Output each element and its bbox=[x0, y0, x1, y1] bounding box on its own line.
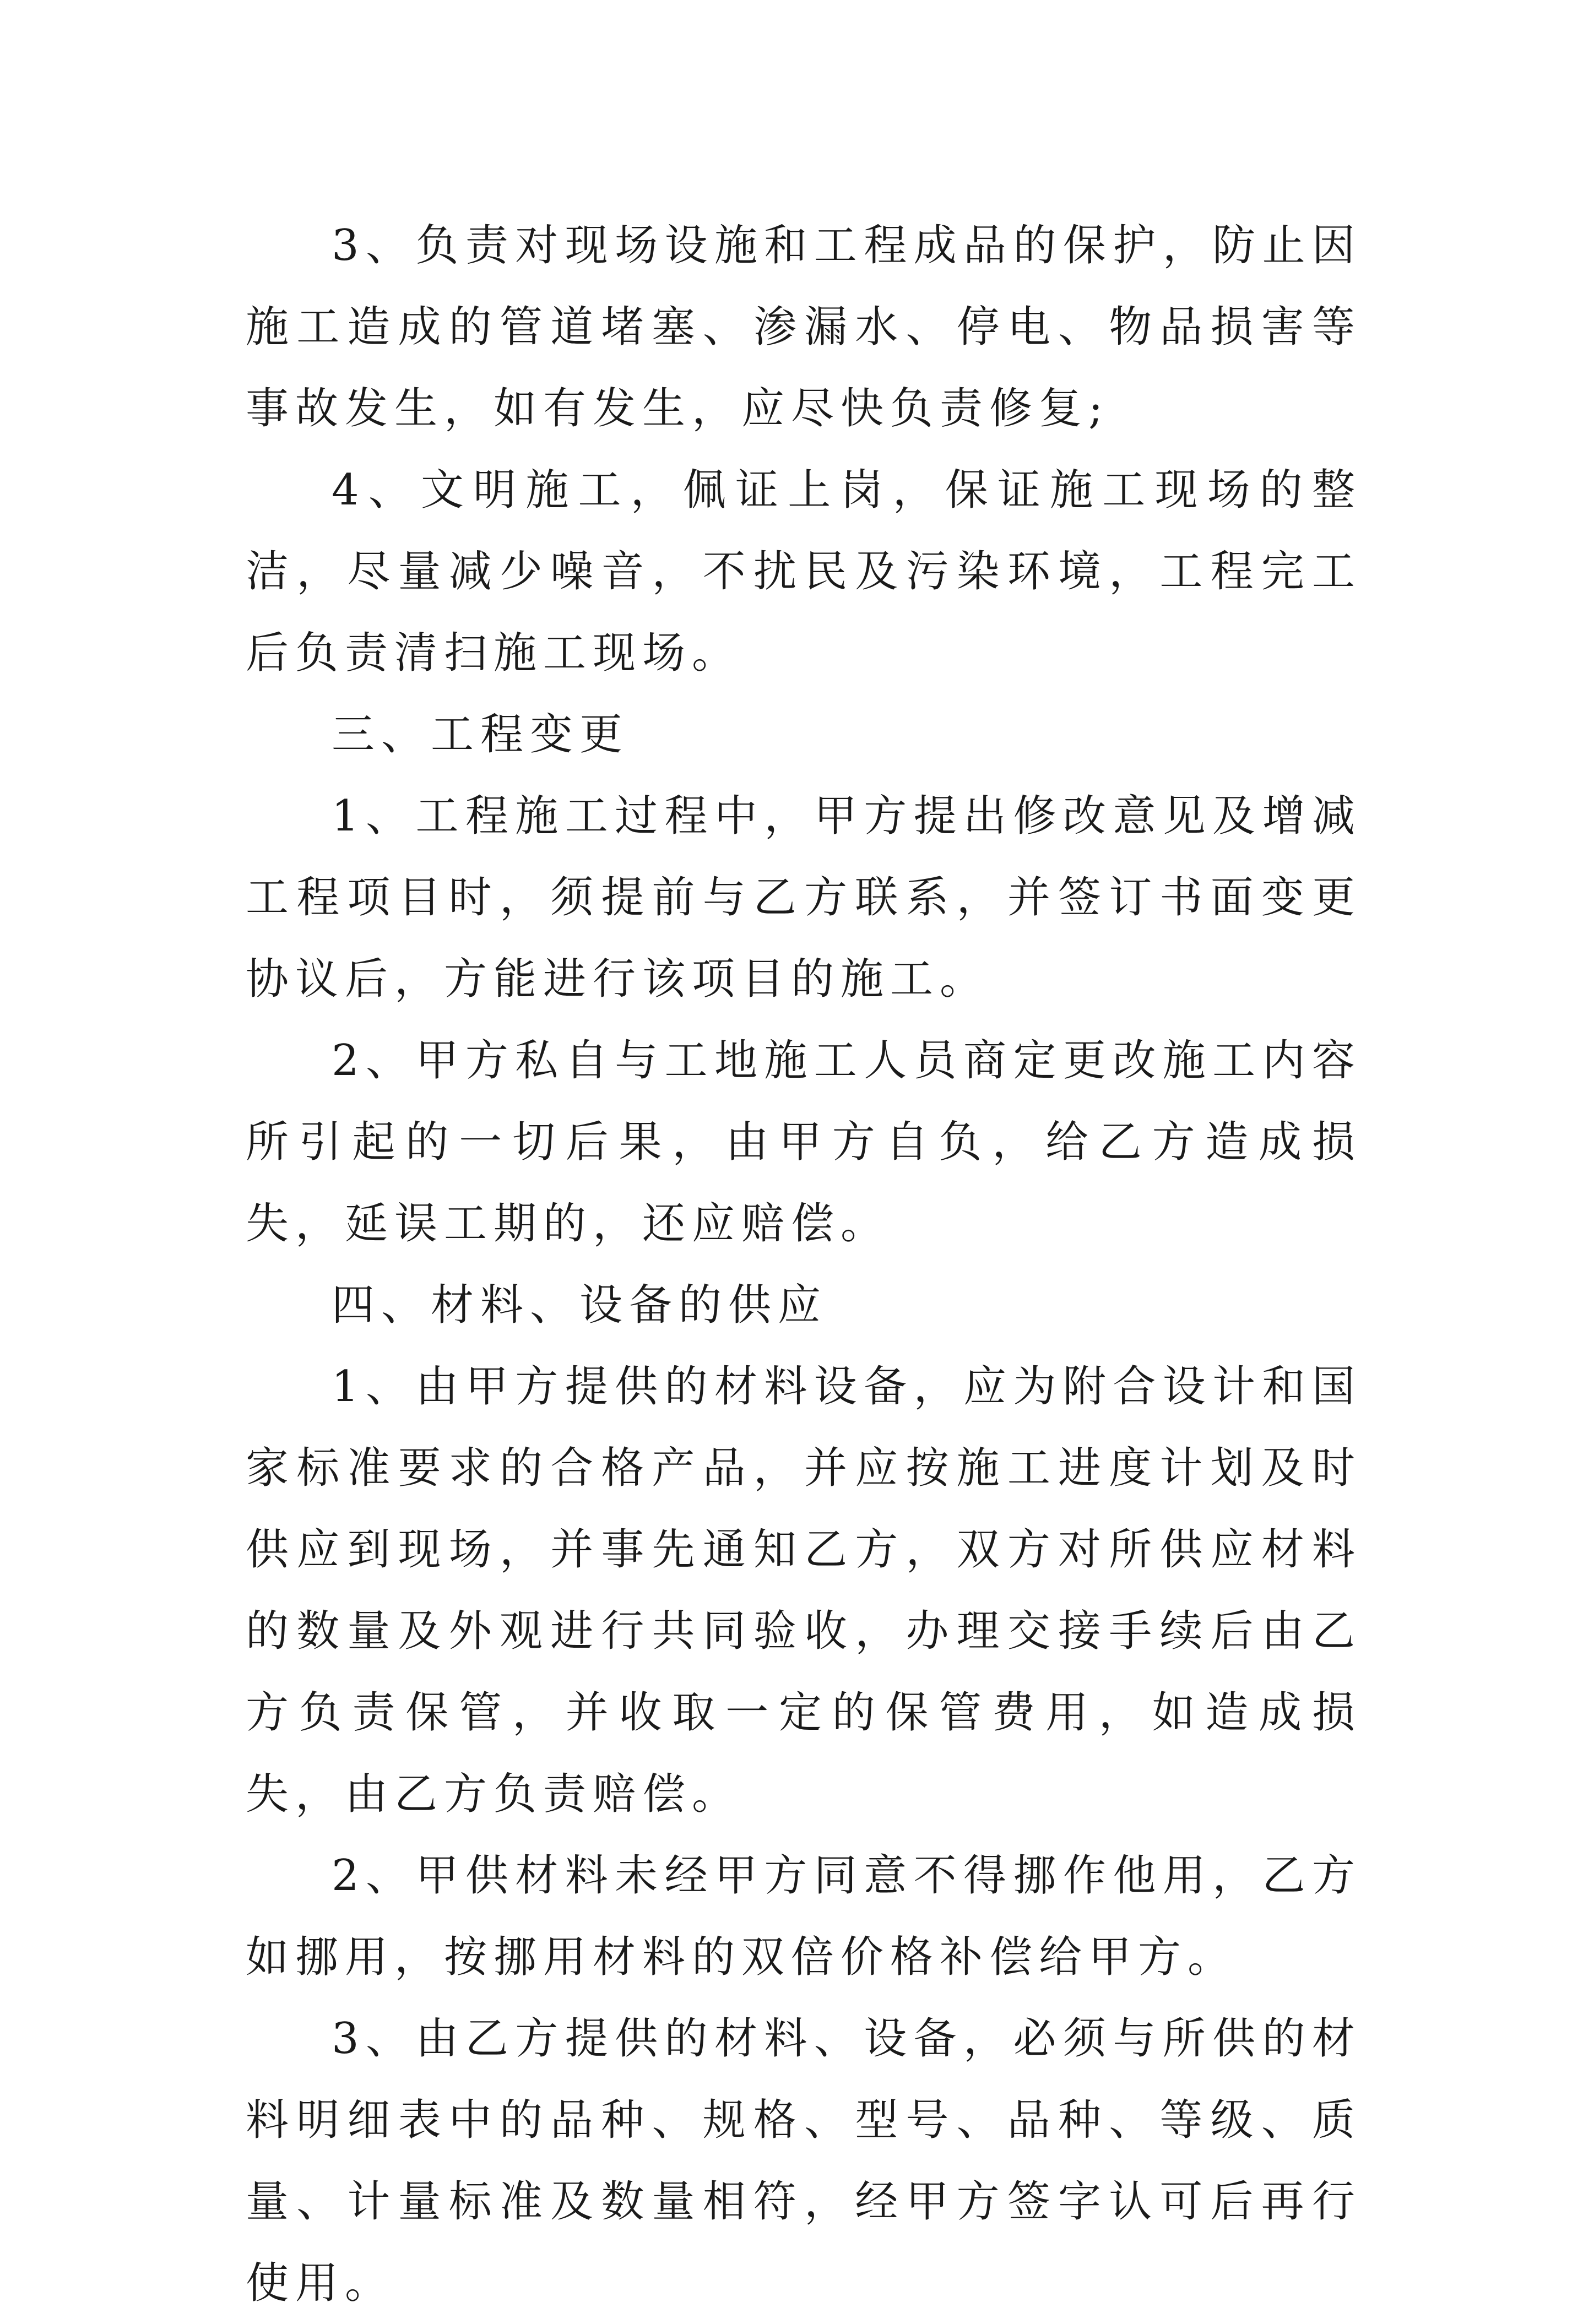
section-heading-materials-supply: 四、材料、设备的供应 bbox=[332, 1280, 828, 1330]
paragraph-supply-2: 2、甲供材料未经甲方同意不得挪作他用，乙方如挪用，按挪用材料的双倍价格补偿给甲方。 bbox=[246, 1851, 1362, 1982]
paragraph-clause-3: 3、负责对现场设施和工程成品的保护，防止因施工造成的管道堵塞、渗漏水、停电、物品损害等事故发生，如有发生，应尽快负责修复; bbox=[246, 221, 1362, 433]
section-heading-engineering-change: 三、工程变更 bbox=[332, 710, 630, 759]
paragraph-change-1: 1、工程施工过程中，甲方提出修改意见及增减工程项目时，须提前与乙方联系，并签订书面变更协议后，方能进行该项目的施工。 bbox=[246, 791, 1362, 1004]
paragraph-clause-4: 4、文明施工，佩证上岗，保证施工现场的整洁，尽量减少噪音，不扰民及污染环境，工程完工后负责清扫施工现场。 bbox=[246, 465, 1362, 678]
paragraph-supply-1: 1、由甲方提供的材料设备，应为附合设计和国家标准要求的合格产品，并应按施工进度计划及时供应到现场，并事先通知乙方，双方对所供应材料的数量及外观进行共同验收，办理交接手续后由乙方负责保管，并收取一定的保管费用，如造成损失，由乙方负责赔偿。 bbox=[246, 1362, 1362, 1819]
paragraph-supply-3: 3、由乙方提供的材料、设备，必须与所供的材料明细表中的品种、规格、型号、品种、等级、质量、计量标准及数量相符，经甲方签字认可后再行使用。 bbox=[246, 2014, 1362, 2308]
paragraph-change-2: 2、甲方私自与工地施工人员商定更改施工内容所引起的一切后果，由甲方自负，给乙方造成损失，延误工期的，还应赔偿。 bbox=[246, 1036, 1362, 1248]
document-body bbox=[246, 205, 1362, 2324]
